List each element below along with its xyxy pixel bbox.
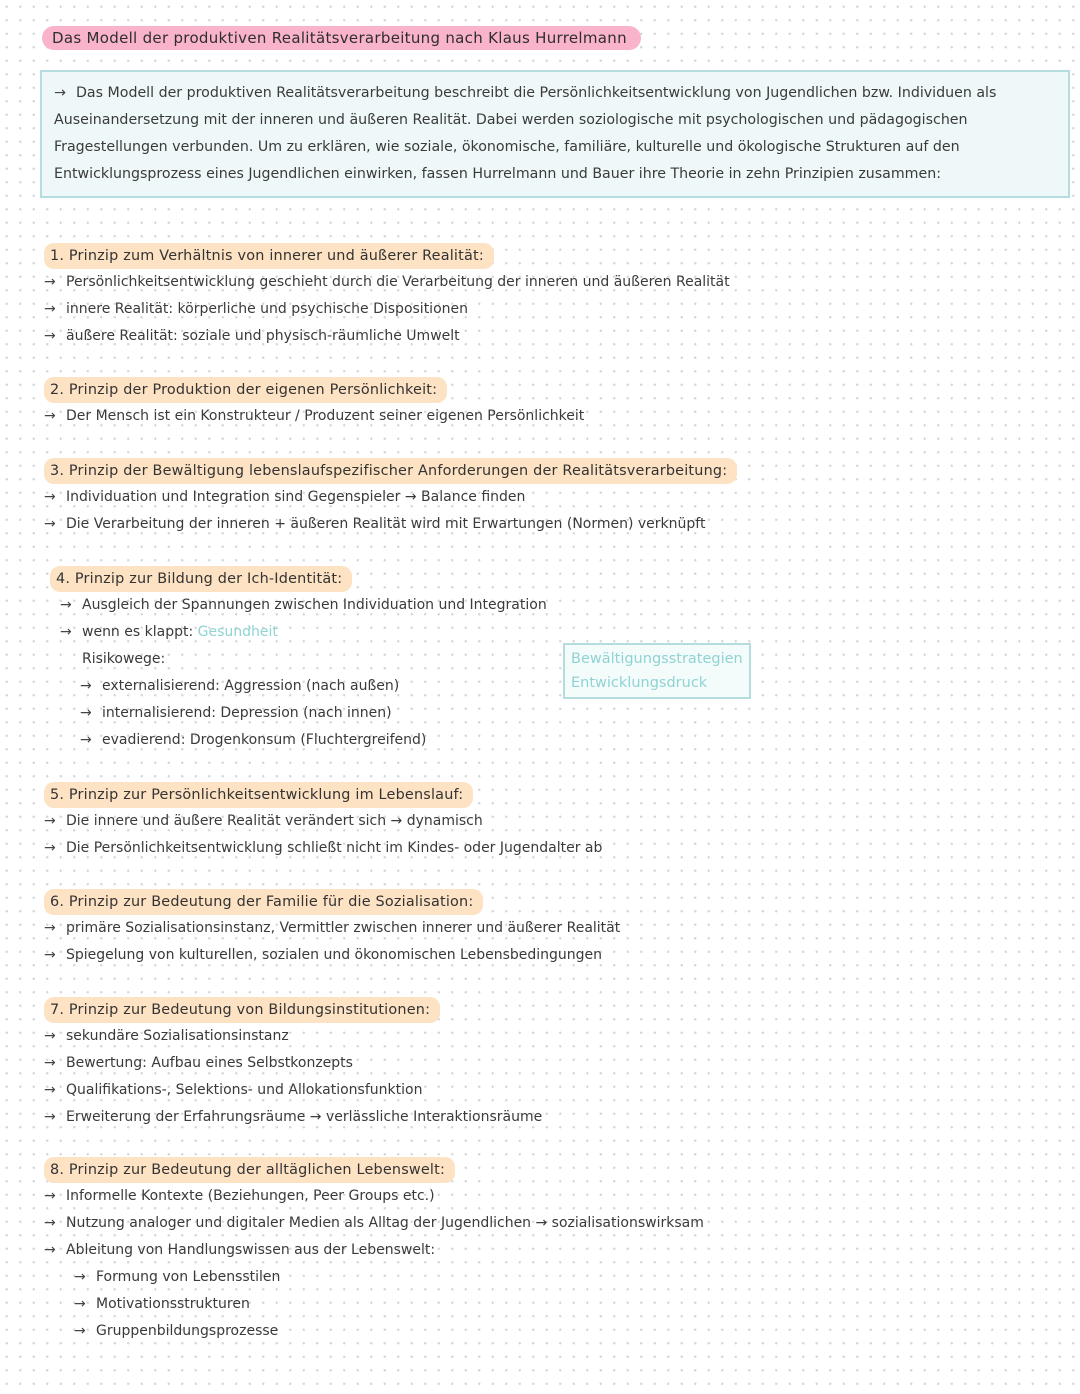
principle-heading: 8. Prinzip zur Bedeutung der alltäglichen Lebenswelt: bbox=[44, 1157, 455, 1183]
page-title: Das Modell der produktiven Realitätsverarbeitung nach Klaus Hurrelmann bbox=[42, 26, 641, 50]
health-result: Gesundheit bbox=[197, 624, 278, 640]
principle-heading: 1. Prinzip zum Verhältnis von innerer und äußerer Realität: bbox=[44, 243, 494, 269]
principle-8 bbox=[44, 1157, 1034, 1345]
arrow-icon: → bbox=[74, 1296, 86, 1312]
list-item: → Gruppenbildungsprozesse bbox=[44, 1318, 1034, 1345]
list-item: → Ausgleich der Spannungen zwischen Individuation und Integration bbox=[50, 592, 1040, 619]
principle-7 bbox=[44, 997, 1034, 1131]
list-item: → Motivationsstrukturen bbox=[44, 1291, 1034, 1318]
principle-4 bbox=[50, 566, 1040, 754]
list-item: → Qualifikations-, Selektions- und Allokationsfunktion bbox=[44, 1077, 1034, 1104]
principle-heading: 4. Prinzip zur Bildung der Ich-Identität: bbox=[50, 566, 352, 592]
principle-2 bbox=[44, 377, 1034, 430]
principle-heading: 2. Prinzip der Produktion der eigenen Persönlichkeit: bbox=[44, 377, 447, 403]
coping-strategies-box bbox=[563, 643, 751, 699]
arrow-icon: → bbox=[44, 408, 56, 424]
list-item: → Nutzung analoger und digitaler Medien als Alltag der Jugendlichen → sozialisationswirksam bbox=[44, 1210, 1034, 1237]
list-item: → Individuation und Integration sind Gegenspieler → Balance finden bbox=[44, 484, 1034, 511]
arrow-icon: → bbox=[44, 920, 56, 936]
list-item: → Informelle Kontexte (Beziehungen, Peer Groups etc.) bbox=[44, 1183, 1034, 1210]
list-item: → Erweiterung der Erfahrungsräume → verlässliche Interaktionsräume bbox=[44, 1104, 1034, 1131]
arrow-icon: → bbox=[80, 678, 92, 694]
arrow-icon: → bbox=[44, 301, 56, 317]
arrow-icon: → bbox=[60, 597, 72, 613]
principle-6 bbox=[44, 889, 1034, 969]
list-item: → Spiegelung von kulturellen, sozialen und ökonomischen Lebensbedingungen bbox=[44, 942, 1034, 969]
arrow-icon: → bbox=[44, 947, 56, 963]
list-item: → Der Mensch ist ein Konstrukteur / Produzent seiner eigenen Persönlichkeit bbox=[44, 403, 1034, 430]
risk-label: Risikowege: bbox=[82, 651, 166, 667]
intro-text: Das Modell der produktiven Realitätsverarbeitung beschreibt die Persönlichkeitsentwicklung von Jugendlichen bzw. Individuen als Auseinandersetzung mit der inneren und äußeren Realität. Dabei werden soziologische mit psychologischen und pädagogischen Fragestellungen verbunden. Um zu erklären, wie soziale, ökonomische, familiäre, kulturelle und ökologische Strukturen auf den Entwicklungsprozess eines Jugendlichen einwirken, fassen Hurrelmann und Bauer ihre Theorie in zehn Prinzipien zusammen: bbox=[54, 85, 997, 182]
principle-heading: 3. Prinzip der Bewältigung lebenslaufspezifischer Anforderungen der Realitätsverarbeitung: bbox=[44, 458, 737, 484]
side-box-line: Bewältigungsstrategien bbox=[571, 651, 743, 667]
list-item: → äußere Realität: soziale und physisch-räumliche Umwelt bbox=[44, 323, 1034, 350]
list-item: → wenn es klappt: Gesundheit bbox=[50, 619, 1040, 646]
principle-heading: 5. Prinzip zur Persönlichkeitsentwicklung im Lebenslauf: bbox=[44, 782, 473, 808]
arrow-icon: → bbox=[44, 1215, 56, 1231]
intro-box bbox=[40, 70, 1070, 198]
arrow-icon: → bbox=[74, 1323, 86, 1339]
arrow-icon: → bbox=[80, 705, 92, 721]
arrow-icon: → bbox=[44, 840, 56, 856]
list-item: → Die Verarbeitung der inneren + äußeren Realität wird mit Erwartungen (Normen) verknüpft bbox=[44, 511, 1034, 538]
list-item: → evadierend: Drogenkonsum (Fluchtergreifend) bbox=[50, 727, 1040, 754]
principle-5 bbox=[44, 782, 1034, 862]
arrow-icon: → bbox=[54, 85, 66, 101]
principle-1 bbox=[44, 243, 1034, 350]
arrow-icon: → bbox=[44, 1109, 56, 1125]
arrow-icon: → bbox=[44, 274, 56, 290]
list-item: → Bewertung: Aufbau eines Selbstkonzepts bbox=[44, 1050, 1034, 1077]
arrow-icon: → bbox=[44, 1055, 56, 1071]
list-item: → internalisierend: Depression (nach innen) bbox=[50, 700, 1040, 727]
list-item: → innere Realität: körperliche und psychische Dispositionen bbox=[44, 296, 1034, 323]
arrow-icon: → bbox=[44, 1082, 56, 1098]
side-box-line: Entwicklungsdruck bbox=[571, 675, 708, 691]
list-item: → Ableitung von Handlungswissen aus der Lebenswelt: bbox=[44, 1237, 1034, 1264]
principle-3 bbox=[44, 458, 1034, 538]
arrow-icon: → bbox=[80, 732, 92, 748]
arrow-icon: → bbox=[44, 489, 56, 505]
list-item: → Die Persönlichkeitsentwicklung schließt nicht im Kindes- oder Jugendalter ab bbox=[44, 835, 1034, 862]
list-item: → Formung von Lebensstilen bbox=[44, 1264, 1034, 1291]
list-item: → sekundäre Sozialisationsinstanz bbox=[44, 1023, 1034, 1050]
list-item: → Die innere und äußere Realität verändert sich → dynamisch bbox=[44, 808, 1034, 835]
arrow-icon: → bbox=[44, 1028, 56, 1044]
arrow-icon: → bbox=[74, 1269, 86, 1285]
arrow-icon: → bbox=[60, 624, 72, 640]
arrow-icon: → bbox=[44, 1242, 56, 1258]
arrow-icon: → bbox=[44, 516, 56, 532]
list-item: → primäre Sozialisationsinstanz, Vermittler zwischen innerer und äußerer Realität bbox=[44, 915, 1034, 942]
principle-heading: 6. Prinzip zur Bedeutung der Familie für die Sozialisation: bbox=[44, 889, 483, 915]
arrow-icon: → bbox=[44, 328, 56, 344]
list-item: → Persönlichkeitsentwicklung geschieht durch die Verarbeitung der inneren und äußeren Realität bbox=[44, 269, 1034, 296]
principle-heading: 7. Prinzip zur Bedeutung von Bildungsinstitutionen: bbox=[44, 997, 440, 1023]
arrow-icon: → bbox=[44, 813, 56, 829]
list-item: → externalisierend: Aggression (nach außen) bbox=[50, 673, 1040, 700]
arrow-icon: → bbox=[44, 1188, 56, 1204]
